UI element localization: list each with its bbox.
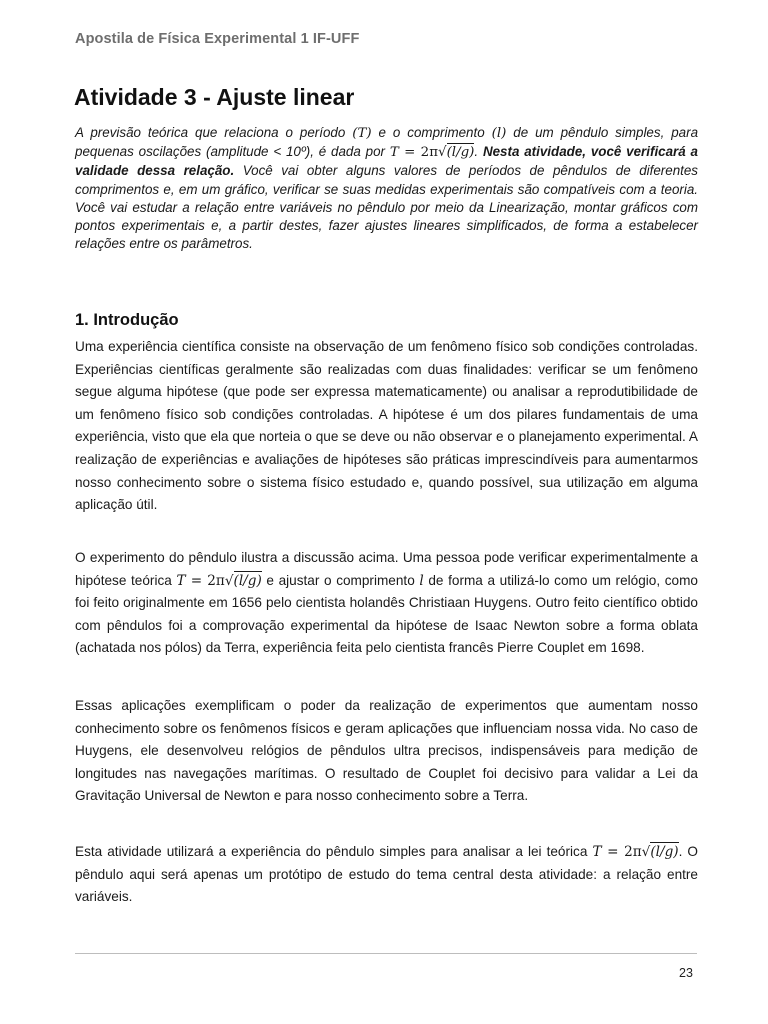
body-paragraph: Uma experiência científica consiste na observação de um fenômeno físico sob condições controladas. Experiências científicas geralmente são realizadas com duas finalidades: verificar se um fenômeno segue alguma hipótese (que pode ser expressa matematicamente) ou analisar a reprodutibilidade de um fenômeno físico sob condições controladas. A hipótese é um dos pilares fundamentais de uma experiência, visto que ela que norteia o que se deve ou não observar e o planejamento experimental. A realização de experiências e avaliações de hipóteses são práticas imprescindíveis para aumentarmos nosso conhecimento sobre o sistema físico estudado e, quando possível, sua utilização em alguma aplicação útil. bbox=[75, 339, 698, 513]
intro-text: e o comprimento bbox=[371, 125, 492, 140]
formula-radicand: (l/g) bbox=[446, 145, 475, 161]
paragraph-text: e ajustar o comprimento bbox=[261, 572, 420, 588]
formula-lhs: T bbox=[592, 844, 602, 860]
formula-equals: = 2π bbox=[398, 145, 439, 161]
page-number: 23 bbox=[679, 966, 693, 980]
intro-text: Você vai obter alguns valores de períodos de pêndulos de diferentes comprimentos e, em um gráfico, verificar se suas medidas experimentais são compatíveis com a teoria. Você vai estudar a relação entre variáveis no pêndulo por meio da Linearização, montar gráficos com pontos experimentais e, a partir destes, fazer ajustes lineares simplificados, de forma a estabelecer relações entre os parâmetros. bbox=[75, 163, 699, 252]
paragraph-text: . O pêndulo aqui será apenas um protótipo de estudo do tema central desta atividade: a relação entre variáveis. bbox=[75, 844, 698, 905]
length-variable: l bbox=[419, 572, 424, 589]
body-paragraph: Essas aplicações exemplificam o poder da realização de experimentos que aumentam nosso conhecimento sobre os fenômenos físicos e geram aplicações que influenciam nossa vida. No caso de Huygens, ele desenvolveu relógios de pêndulos ultra precisos, indispensáveis para medição de longitudes nas navegações marítimas. O resultado de Couplet foi decisivo para validar a Lei da Gravitação Universal de Newton e para nosso conhecimento sobre a Terra. bbox=[75, 698, 698, 804]
formula-lhs: T bbox=[176, 572, 186, 589]
formula-radical: √ bbox=[641, 844, 651, 860]
length-symbol: (l) bbox=[491, 126, 507, 141]
formula-radicand: (l/g) bbox=[233, 572, 262, 589]
paragraph-text: O experimento do pêndulo ilustra a discussão acima. Uma pessoa pode verificar experimentalmente a hipótese teórica bbox=[75, 550, 698, 588]
formula-radical: √ bbox=[438, 145, 447, 161]
pendulum-formula bbox=[390, 143, 475, 160]
intro-text: . bbox=[474, 144, 483, 160]
paragraph-text: de forma a utilizá-lo como um relógio, como foi feito originalmente em 1656 pelo cientista holandês Christiaan Huygens. Outro feito científico obtido com pêndulos foi a comprovação experimental da hipótese de Isaac Newton sobre a forma oblata (achatada nos pólos) da Terra, experiência feita pelo cientista francês Pierre Couplet em 1698. bbox=[75, 572, 698, 656]
formula-lhs: T bbox=[389, 145, 399, 161]
running-header: Apostila de Física Experimental 1 IF-UFF bbox=[75, 31, 360, 47]
intro-text: de um pêndulo simples, para pequenas oscilações (amplitude < 10º), é dada por bbox=[75, 125, 699, 160]
body-paragraph bbox=[75, 547, 698, 660]
intro-bold-statement: Nesta atividade, você verificará a validade dessa relação. bbox=[75, 144, 698, 179]
page-title: Atividade 3 - Ajuste linear bbox=[74, 84, 355, 110]
period-symbol: (T) bbox=[352, 126, 372, 141]
formula-radical: √ bbox=[224, 572, 234, 589]
intro-text: A previsão teórica que relaciona o período bbox=[75, 125, 353, 140]
section-heading: 1. Introdução bbox=[75, 311, 179, 329]
pendulum-formula bbox=[176, 571, 261, 589]
body-paragraph bbox=[75, 841, 698, 909]
intro-paragraph bbox=[75, 124, 698, 253]
formula-equals: = 2π bbox=[185, 572, 225, 589]
formula-equals: = 2π bbox=[601, 844, 642, 860]
formula-radicand: (l/g) bbox=[650, 844, 679, 860]
paragraph-text: Esta atividade utilizará a experiência do pêndulo simples para analisar a lei teórica bbox=[75, 844, 593, 859]
pendulum-formula bbox=[592, 842, 678, 860]
footer-divider bbox=[75, 953, 697, 954]
